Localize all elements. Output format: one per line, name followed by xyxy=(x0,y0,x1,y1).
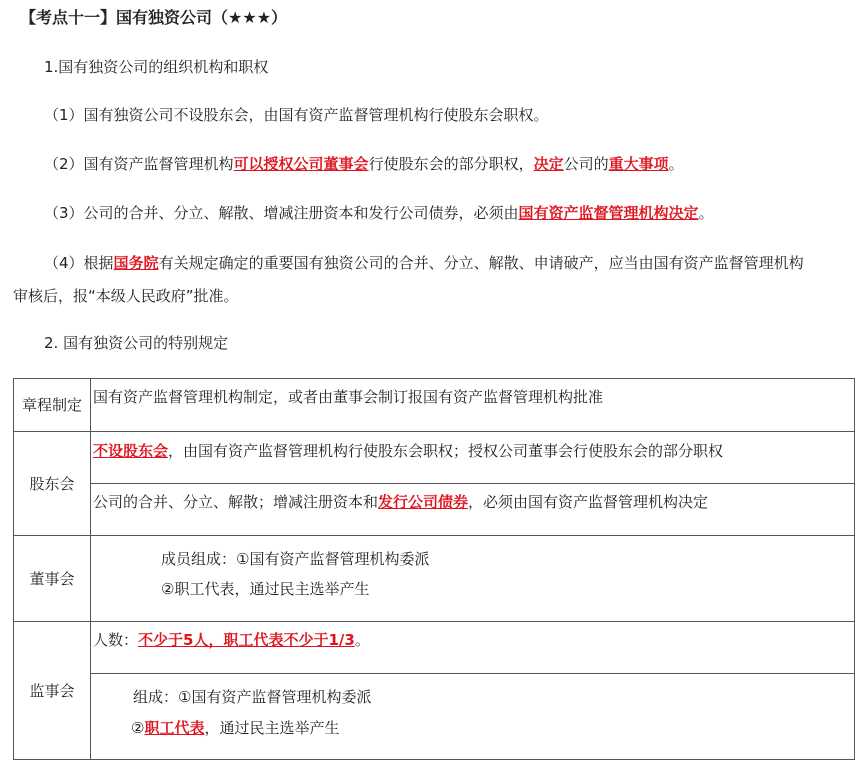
paragraph-3-text-a: （3）公司的合并、分立、解散、增减注册资本和发行公司债券，必须由 xyxy=(44,204,519,222)
charter-text: 国有资产监督管理机构制定，或者由董事会制订报国有资产监督管理机构批准 xyxy=(93,388,604,406)
shareholders-text-1b: ，由国有资产监督管理机构行使股东会职权；授权公司董事会行使股东会的部分职权 xyxy=(168,442,724,460)
cell-shareholders-1 xyxy=(91,432,855,484)
highlight-authorize-board: 可以授权公司董事会 xyxy=(233,155,369,173)
special-rules-table xyxy=(13,378,855,760)
highlight-decide: 决定 xyxy=(533,155,564,173)
paragraph-4-line-1 xyxy=(44,253,804,273)
cell-charter xyxy=(91,379,855,432)
subsection-heading-2: 2. 国有独资公司的特别规定 xyxy=(44,334,229,352)
paragraph-3-text-c: 。 xyxy=(698,204,714,222)
cell-supervisors-2 xyxy=(91,674,855,760)
paragraph-3 xyxy=(44,203,714,223)
paragraph-2-text-e: 公司的 xyxy=(563,155,609,173)
table-row-board xyxy=(14,536,855,622)
highlight-supervisor-count: 不少于5人，职工代表不少于1/3 xyxy=(138,631,355,649)
section-title: 【考点十一】国有独资公司（★★★） xyxy=(20,8,288,27)
cell-supervisors-1 xyxy=(91,622,855,674)
highlight-issue-bonds: 发行公司债券 xyxy=(378,493,469,511)
cell-shareholders-2 xyxy=(91,484,855,536)
table-row-supervisors-1 xyxy=(14,622,855,674)
paragraph-4-line-2: 审核后，报“本级人民政府”批准。 xyxy=(13,287,239,305)
highlight-state-council: 国务院 xyxy=(113,254,159,272)
highlight-major-matters: 重大事项 xyxy=(608,155,669,173)
shareholders-text-2a: 公司的合并、分立、解散；增减注册资本和 xyxy=(93,493,379,511)
supervisors-composition-2c: ，通过民主选举产生 xyxy=(204,719,340,737)
supervisors-composition-1: 组成：①国有资产监督管理机构委派 xyxy=(133,688,372,706)
paragraph-2 xyxy=(44,154,684,174)
paragraph-2-text-a: （2）国有资产监督管理机构 xyxy=(44,155,234,173)
supervisors-composition-2a: ② xyxy=(131,719,145,737)
row-head-supervisors: 监事会 xyxy=(14,622,91,760)
shareholders-text-2c: ，必须由国有资产监督管理机构决定 xyxy=(468,493,709,511)
table-row-charter xyxy=(14,379,855,432)
board-composition-1: 成员组成：①国有资产监督管理机构委派 xyxy=(161,550,430,568)
subsection-heading-1: 1.国有独资公司的组织机构和职权 xyxy=(44,58,269,76)
paragraph-2-text-c: 行使股东会的部分职权， xyxy=(368,155,534,173)
highlight-sasac-decision: 国有资产监督管理机构决定 xyxy=(518,204,699,222)
supervisors-count-end: 。 xyxy=(354,631,370,649)
paragraph-1: （1）国有独资公司不设股东会，由国有资产监督管理机构行使股东会职权。 xyxy=(44,106,549,124)
paragraph-4-text-c: 有关规定确定的重要国有独资公司的合并、分立、解散、申请破产，应当由国有资产监督管理机构 xyxy=(158,254,804,272)
row-head-shareholders: 股东会 xyxy=(14,432,91,536)
row-head-charter: 章程制定 xyxy=(14,379,91,432)
board-composition-2: ②职工代表，通过民主选举产生 xyxy=(161,580,370,598)
table-row-shareholders-1 xyxy=(14,432,855,484)
supervisors-composition-2 xyxy=(131,713,854,744)
paragraph-4-text-a: （4）根据 xyxy=(44,254,114,272)
table-row-supervisors-2 xyxy=(14,674,855,760)
row-head-board: 董事会 xyxy=(14,536,91,622)
highlight-employee-rep: 职工代表 xyxy=(144,719,205,737)
paragraph-2-text-g: 。 xyxy=(668,155,684,173)
cell-board xyxy=(91,536,855,622)
highlight-no-shareholders-meeting: 不设股东会 xyxy=(93,442,169,460)
supervisors-count-label: 人数： xyxy=(93,631,139,649)
table-row-shareholders-2 xyxy=(14,484,855,536)
